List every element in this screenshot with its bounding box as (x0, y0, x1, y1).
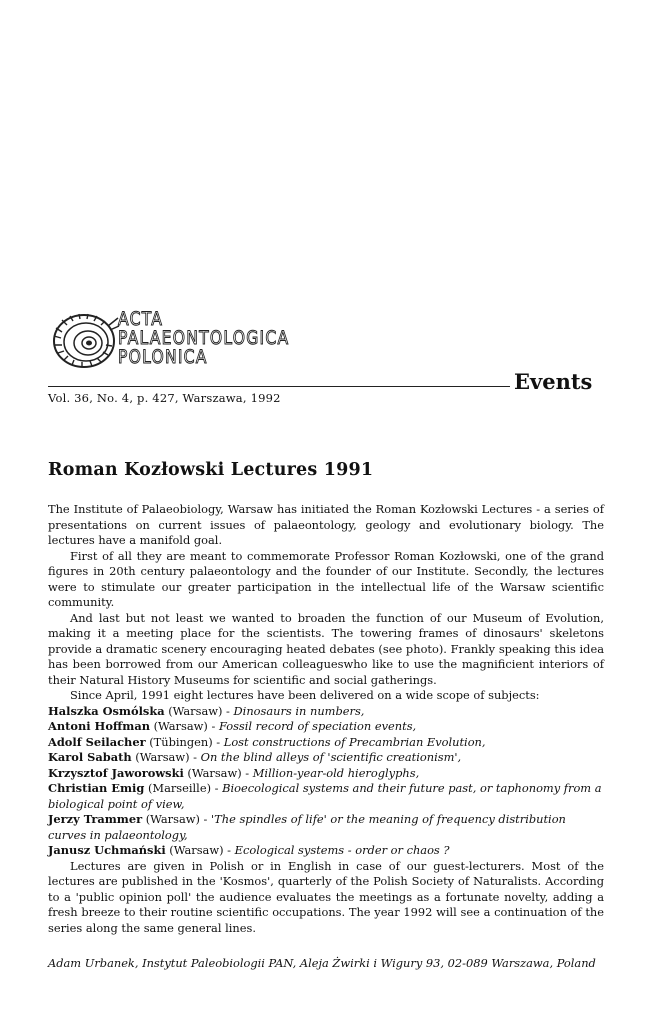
lecture-place: (Warsaw) - (183, 765, 253, 780)
article-body (48, 502, 604, 936)
lecture-place: (Warsaw) - (149, 719, 219, 733)
journal-name-line-1: ACTA (118, 308, 164, 330)
closing-paragraph: Lectures are given in Polish or in English in case of our guest-lecturers. Most of the lectures are published in the 'Kosmos', quarterly of the Polish Society of Naturalists. According to a 'public opinion poll' the audience evaluates the meetings as a fortunate novelty, adding a fresh breeze to their routine scientific occupations. The year 1992 will see a continuation of the series along the same general lines. (48, 858, 604, 935)
journal-name-line-3: POLONICA (118, 346, 208, 368)
journal-name (118, 310, 327, 367)
lecture-speaker: Janusz Uchmański (48, 843, 166, 857)
paragraph: First of all they are meant to commemorate Professor Roman Kozłowski, one of the grand figures in 20th century palaeontology and the founder of our Institute. Secondly, the lectures were to stimulate our greater participation in the intellectual life of the Warsaw scientific community. (48, 548, 604, 609)
lecture-title: Bioecological systems and their future past, or taphonomy from a biological point of view, (48, 781, 602, 811)
lecture-item (48, 750, 604, 766)
lecture-speaker: Jerzy Trammer (48, 812, 143, 826)
lecture-place: (Warsaw) - (131, 750, 201, 764)
lecture-place: (Marseille) - (144, 781, 223, 795)
citation-line: Vol. 36, No. 4, p. 427, Warszawa, 1992 (48, 391, 281, 405)
author-signature: Adam Urbanek, Instytut Paleobiologii PAN, Aleja Żwirki i Wigury 93, 02-089 Warszawa, Poland (48, 956, 596, 970)
lecture-speaker: Antoni Hoffman (48, 719, 150, 733)
lecture-title: On the blind alleys of 'scientific creationism', (200, 750, 462, 764)
lecture-title: Fossil record of speciation events, (218, 719, 417, 733)
lecture-item (48, 704, 604, 720)
lecture-item (48, 781, 604, 812)
lecture-place: (Warsaw) - (164, 703, 234, 718)
lecture-place: (Tübingen) - (145, 734, 224, 749)
journal-name-line-2: PALAEONTOLOGICA (118, 327, 290, 349)
header-rule (48, 386, 510, 387)
lecture-item (48, 735, 604, 751)
section-label: Events (514, 369, 593, 394)
lecture-place: (Warsaw) - (142, 812, 212, 826)
lecture-title: Million-year-old hieroglyphs, (252, 765, 420, 780)
ammonite-icon (48, 308, 120, 370)
lecture-title: Ecological systems - order or chaos ? (234, 843, 450, 857)
paragraph: The Institute of Palaeobiology, Warsaw has initiated the Roman Kozłowski Lectures - a series of presentations on current issues of palaeontology, geology and evolutionary biology. The lectures have a manifold goal. (48, 502, 604, 547)
lecture-item (48, 766, 604, 782)
lecture-speaker: Christian Emig (48, 781, 145, 795)
paragraph: Since April, 1991 eight lectures have been delivered on a wide scope of subjects: (70, 688, 540, 702)
lecture-item (48, 719, 604, 735)
lecture-title: Lost constructions of Precambrian Evolution, (223, 734, 486, 749)
lecture-item (48, 812, 604, 843)
lecture-speaker: Krzysztof Jaworowski (48, 765, 184, 780)
lecture-item (48, 843, 604, 859)
lecture-title: Dinosaurs in numbers, (233, 703, 365, 718)
lecture-speaker: Adolf Seilacher (48, 734, 146, 749)
paragraph: And last but not least we wanted to broaden the function of our Museum of Evolution, making it a meeting place for the scientists. The towering frames of dinosaurs' skeletons provide a dramatic scenery encouraging heated debates (see photo). Frankly speaking this idea has been borrowed from our American colleagueswho like to use the magnificient interiors of their Natural History Museums for scientific and social gatherings. (48, 610, 604, 687)
article-title: Roman Kozłowski Lectures 1991 (48, 460, 374, 480)
lecture-speaker: Karol Sabath (48, 750, 132, 764)
lecture-speaker: Halszka Osmólska (48, 703, 165, 718)
lecture-title: 'The spindles of life' or the meaning of frequency distribution curves in palaeontology, (48, 812, 566, 842)
lecture-place: (Warsaw) - (165, 843, 235, 857)
journal-logo (48, 308, 298, 378)
